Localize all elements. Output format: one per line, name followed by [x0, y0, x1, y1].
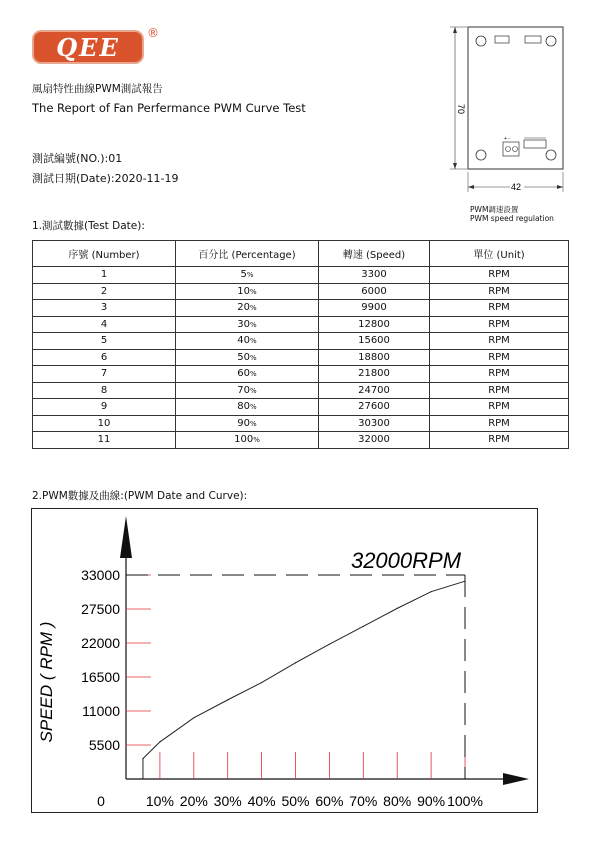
header-speed: 轉速 (Speed): [319, 241, 430, 267]
connector-top-1: [495, 36, 509, 43]
y-tick-label: 22000: [81, 635, 120, 651]
report-number: [32, 150, 122, 166]
pwm-note-en: PWM speed regulation: [470, 214, 554, 223]
x-tick-label: 20%: [179, 793, 208, 809]
report-date-label: 測試日期(Date):: [32, 172, 115, 185]
table-row: [33, 415, 569, 432]
terminal-pin-1: [506, 147, 511, 152]
cell-percentage: 80%: [176, 399, 319, 416]
logo-text: QEE: [56, 33, 120, 62]
cell-unit: RPM: [430, 415, 569, 432]
height-dimension-value: 70: [456, 104, 466, 115]
registered-mark: ®: [147, 26, 159, 40]
pwm-note: [470, 205, 554, 223]
cell-number: 5: [33, 333, 176, 350]
terminal-pin-2: [513, 147, 518, 152]
mount-hole-top-right: [546, 36, 556, 46]
x-tick-label: 60%: [315, 793, 344, 809]
x-axis-arrow: [503, 773, 529, 785]
cell-number: 2: [33, 283, 176, 300]
table-row: [33, 432, 569, 449]
max-speed-annotation: 32000RPM: [350, 548, 462, 573]
data-point: [261, 682, 262, 683]
data-point: [431, 591, 432, 592]
cell-speed: 30300: [319, 415, 430, 432]
y-tick-label: 11000: [82, 703, 120, 719]
table-row: [33, 300, 569, 317]
cell-speed: 3300: [319, 267, 430, 284]
cell-unit: RPM: [430, 432, 569, 449]
data-point: [193, 717, 194, 718]
connector-top-2: [525, 36, 541, 43]
cell-unit: RPM: [430, 300, 569, 317]
cell-speed: 24700: [319, 382, 430, 399]
cell-unit: RPM: [430, 316, 569, 333]
cell-number: 11: [33, 432, 176, 449]
y-axis-arrow: [120, 516, 132, 558]
cell-unit: RPM: [430, 366, 569, 383]
cell-speed: 6000: [319, 283, 430, 300]
report-number-value: 01: [108, 152, 123, 165]
cell-speed: 9900: [319, 300, 430, 317]
x-tick-label: 100%: [447, 793, 483, 809]
cell-number: 9: [33, 399, 176, 416]
pwm-note-cn: PWM調速設置: [470, 205, 519, 214]
mount-hole-top-left: [476, 36, 486, 46]
x-tick-label: 30%: [213, 793, 242, 809]
chart-frame: [32, 509, 538, 813]
x-tick-label: 10%: [145, 793, 174, 809]
cell-number: 6: [33, 349, 176, 366]
data-point: [142, 758, 143, 759]
cell-percentage: 30%: [176, 316, 319, 333]
report-number-label: 測試編號(NO.):: [32, 152, 109, 165]
report-title-en: The Report of Fan Perfermance PWM Curve Test: [32, 101, 306, 115]
table-row: [33, 349, 569, 366]
table-row: [33, 333, 569, 350]
cell-percentage: 100%: [176, 432, 319, 449]
cell-percentage: 10%: [176, 283, 319, 300]
x-tick-label: 70%: [349, 793, 378, 809]
terminal-pin-label: + -: [504, 136, 510, 142]
x-tick-label: 90%: [417, 793, 446, 809]
header-unit: 單位 (Unit): [430, 241, 569, 267]
section2-title: 2.PWM數據及曲線:(PWM Date and Curve):: [32, 490, 248, 502]
cell-percentage: 5%: [176, 267, 319, 284]
data-point: [363, 626, 364, 627]
report-date-value: 2020-11-19: [114, 172, 179, 185]
report-date: [32, 170, 179, 186]
mount-hole-bottom-left: [476, 150, 486, 160]
cell-percentage: 90%: [176, 415, 319, 432]
section1-title: 1.測試數據(Test Date):: [32, 220, 145, 232]
cell-percentage: 20%: [176, 300, 319, 317]
cell-speed: 12800: [319, 316, 430, 333]
y-axis-label: SPEED ( RPM ): [37, 621, 56, 743]
mount-hole-bottom-right: [546, 150, 556, 160]
pwm-speed-chart: [31, 508, 538, 813]
data-point: [397, 608, 398, 609]
pcb-outline: [468, 27, 563, 169]
test-data-table: [32, 240, 569, 449]
header-percentage: 百分比 (Percentage): [176, 241, 319, 267]
header-number: 序號 (Number): [33, 241, 176, 267]
y-tick-label: 16500: [81, 669, 120, 685]
table-header-row: [33, 241, 569, 267]
cell-unit: RPM: [430, 283, 569, 300]
x-tick-label: 80%: [383, 793, 412, 809]
table-row: [33, 382, 569, 399]
origin-label: 0: [97, 793, 105, 809]
report-title-cn: 風扇特性曲線PWM測試報告: [32, 83, 163, 95]
cell-speed: 27600: [319, 399, 430, 416]
cell-percentage: 70%: [176, 382, 319, 399]
cell-number: 10: [33, 415, 176, 432]
y-tick-label: 33000: [81, 567, 120, 583]
data-point: [295, 662, 296, 663]
cell-speed: 32000: [319, 432, 430, 449]
company-logo: [32, 30, 144, 64]
cell-unit: RPM: [430, 349, 569, 366]
data-point: [329, 644, 330, 645]
table-row: [33, 283, 569, 300]
cell-speed: 15600: [319, 333, 430, 350]
data-point: [227, 699, 228, 700]
width-dimension-value: 42: [511, 182, 522, 192]
cell-speed: 21800: [319, 366, 430, 383]
table-row: [33, 316, 569, 333]
cell-speed: 18800: [319, 349, 430, 366]
cell-number: 8: [33, 382, 176, 399]
pcb-drawing: [440, 22, 575, 207]
cell-unit: RPM: [430, 382, 569, 399]
table-row: [33, 366, 569, 383]
cell-percentage: 50%: [176, 349, 319, 366]
table-row: [33, 267, 569, 284]
cell-percentage: 40%: [176, 333, 319, 350]
cell-number: 1: [33, 267, 176, 284]
cell-unit: RPM: [430, 267, 569, 284]
y-tick-label: 27500: [81, 601, 120, 617]
cell-unit: RPM: [430, 333, 569, 350]
x-tick-label: 50%: [281, 793, 310, 809]
pwm-connector: [524, 140, 546, 148]
cell-number: 3: [33, 300, 176, 317]
x-tick-label: 40%: [247, 793, 276, 809]
cell-number: 4: [33, 316, 176, 333]
table-row: [33, 399, 569, 416]
speed-curve: [143, 581, 465, 779]
data-point: [159, 741, 160, 742]
cell-unit: RPM: [430, 399, 569, 416]
y-tick-label: 5500: [88, 737, 120, 753]
data-point: [464, 581, 465, 582]
cell-percentage: 60%: [176, 366, 319, 383]
cell-number: 7: [33, 366, 176, 383]
